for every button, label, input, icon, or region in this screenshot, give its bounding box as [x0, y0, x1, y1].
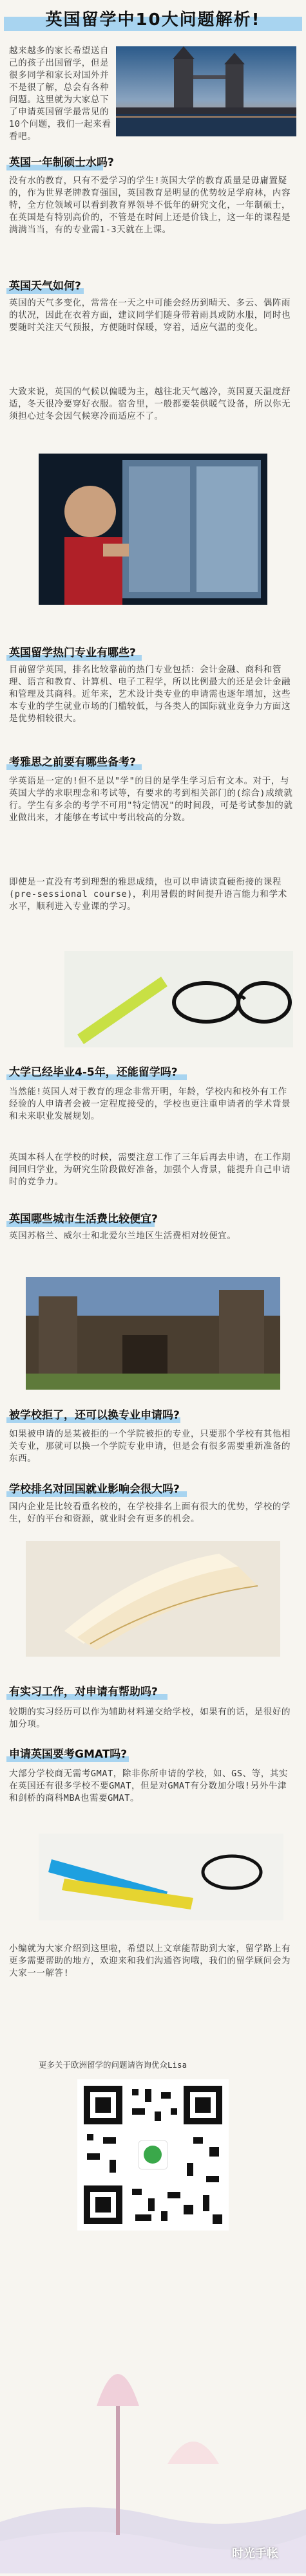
section-7-body: 如果被申请的是某被拒的一个学院被拒的专业，只要那个学校有其他相关专业，那就可以换一个学院专业申请，但是会有很多需要重新准备的东西。: [9, 1429, 291, 1464]
section-1-heading: 英国一年制硕士水吗?: [9, 153, 114, 169]
section-2-heading: 英国天气如何?: [9, 277, 81, 293]
tower-bridge-image: [116, 46, 296, 136]
section-1-body: 没有水的教育，只有不爱学习的学生!英国大学的教育质量是毋庸置疑的，作为世界老牌教育强国，英国教育是明显的优势较足学府林，内容特，全方位领域可以看到教育界领导不低年的研究文化，一年制硕士，在英国是有特别高价的，不管是在时间上还是价钱上，这一年的课程是满满当当，有的专业需1-3天就在上课。: [9, 176, 291, 235]
section-10-heading: 申请英国要考GMAT吗?: [9, 1745, 127, 1761]
section-6-body: 英国苏格兰、威尔士和北爱尔兰地区生活费相对较便宜。: [9, 1231, 236, 1241]
rainy-window-image: [39, 454, 267, 605]
section-9-body: 较期的实习经历可以作为辅助材料递交给学校，如果有的话，是很好的加分项。: [9, 1707, 291, 1729]
section-10-body: 大部分学校商无需考GMAT，除非你所申请的学校，如、GS、等，其实在英国还有很多学校不要GMAT，但是对GMAT有分数加分哦!另外牛津和剑桥的商科MBA也需要GMAT。: [9, 1769, 289, 1803]
section-9-heading: 有实习工作，对申请有帮助吗?: [9, 1682, 158, 1698]
intro-paragraph: 越来越多的家长希望送自己的孩子出国留学，但是很多同学和家长对国外并不是很了解，总会有各种问题。这里就为大家总下了申请英国留学最常见的10个问题，我们一起来看看吧。: [9, 46, 111, 142]
section-8-body: 国内企业是比较看重名校的，在学校排名上面有很大的优势，学校的学生，好的平台和资源，就业时会有更多的机会。: [9, 1502, 291, 1524]
outro-paragraph: 小编就为大家介绍到这里啦，希望以上文章能帮助到大家，留学路上有更多需要帮助的地方，欢迎来和我们沟通咨询哦，我们的留学顾问会为大家一一解答!: [9, 1944, 291, 1978]
section-5-heading: 大学已经毕业4-5年，还能留学吗?: [9, 1063, 178, 1079]
page-title: 英国留学中10大问题解析!: [45, 10, 261, 30]
footer-text: 更多关于欧洲留学的问题请咨询优众Lisa: [39, 2060, 187, 2070]
open-book-image: [26, 1541, 280, 1657]
castle-image: [26, 1277, 280, 1390]
section-3-heading: 英国留学热门专业有哪些?: [9, 643, 136, 659]
section-4-body: 学英语是一定的!但不是以"学"的目的是学生学习后有文本。对于，与英国大学的求职理念和考试等，有要求的考到相关部门的(综合)成绩就行。学生有多余的考学不可用"特定情况"的时间段，可是考试参加的就业做出来，才能够在考试中考出较高的分数。: [9, 776, 293, 823]
section-8-heading: 学校排名对回国就业影响会很大吗?: [9, 1480, 180, 1496]
decorative-footer-illustration: [0, 2252, 306, 2573]
glasses-image: [64, 951, 293, 1047]
section-4-heading: 考雅思之前要有哪些备考?: [9, 753, 136, 769]
qr-code[interactable]: [77, 2079, 229, 2231]
section-7-heading: 被学校拒了，还可以换专业申请吗?: [9, 1406, 180, 1422]
section-2-body-2: 大致来说，英国的气候以偏暖为主，越往北天气越冷，英国夏天温度舒适，冬天很冷要穿好衣服。宿舍里，一般都要装供暖气设备，所以你无须担心过冬会因气候寒冷而适应不了。: [9, 387, 291, 421]
watermark: 时光手帐: [232, 2547, 278, 2561]
section-2-body: 英国的天气多变化，常常在一天之中可能会经历到晴天、多云、偶阵雨的状况，因此在衣着方面，建议同学们随身带着雨具或防水服，同时也要随时关注天气预报，方便随时保暖，穿着，适应气温的变化。: [9, 298, 291, 333]
section-6-heading: 英国哪些城市生活费比较便宜?: [9, 1210, 158, 1226]
section-5-body: 当然能!英国人对于教育的理念非常开明，年龄，学校内和校外有工作经验的人申请者会被一定程度接受的，学校也更注重申请者的学术背景和未来职业发展规划。: [9, 1087, 291, 1121]
section-3-body: 目前留学英国，排名比较靠前的热门专业包括：会计金融、商科和管理、语言和教育、计算机、电子工程学，所以比例最大的还是会计金融和管理及其商科。近年来，艺术设计类专业的申请需也逐年增加，这些本专业的学生就业市场的门槛较低，与各类人的国际就业竞争力方面这是优势相较很大。: [9, 665, 291, 724]
highlighter-image: [39, 1834, 283, 1920]
section-5-body-2: 英国本科人在学校的时候，需要注意工作了三年后再去申请，在工作期间回归学业，为研究生阶段做好准备，加强个人背景，能提升自己申请时的竞争力。: [9, 1152, 291, 1187]
title-banner: [0, 6, 306, 39]
section-4-body-2: 即使是一直没有考到理想的雅思成绩，也可以申请读直硬衔接的课程(pre-sessional course)，利用暑假的时间提升语言能力和学术水平，顺利进入专业课的学习。: [9, 877, 287, 912]
